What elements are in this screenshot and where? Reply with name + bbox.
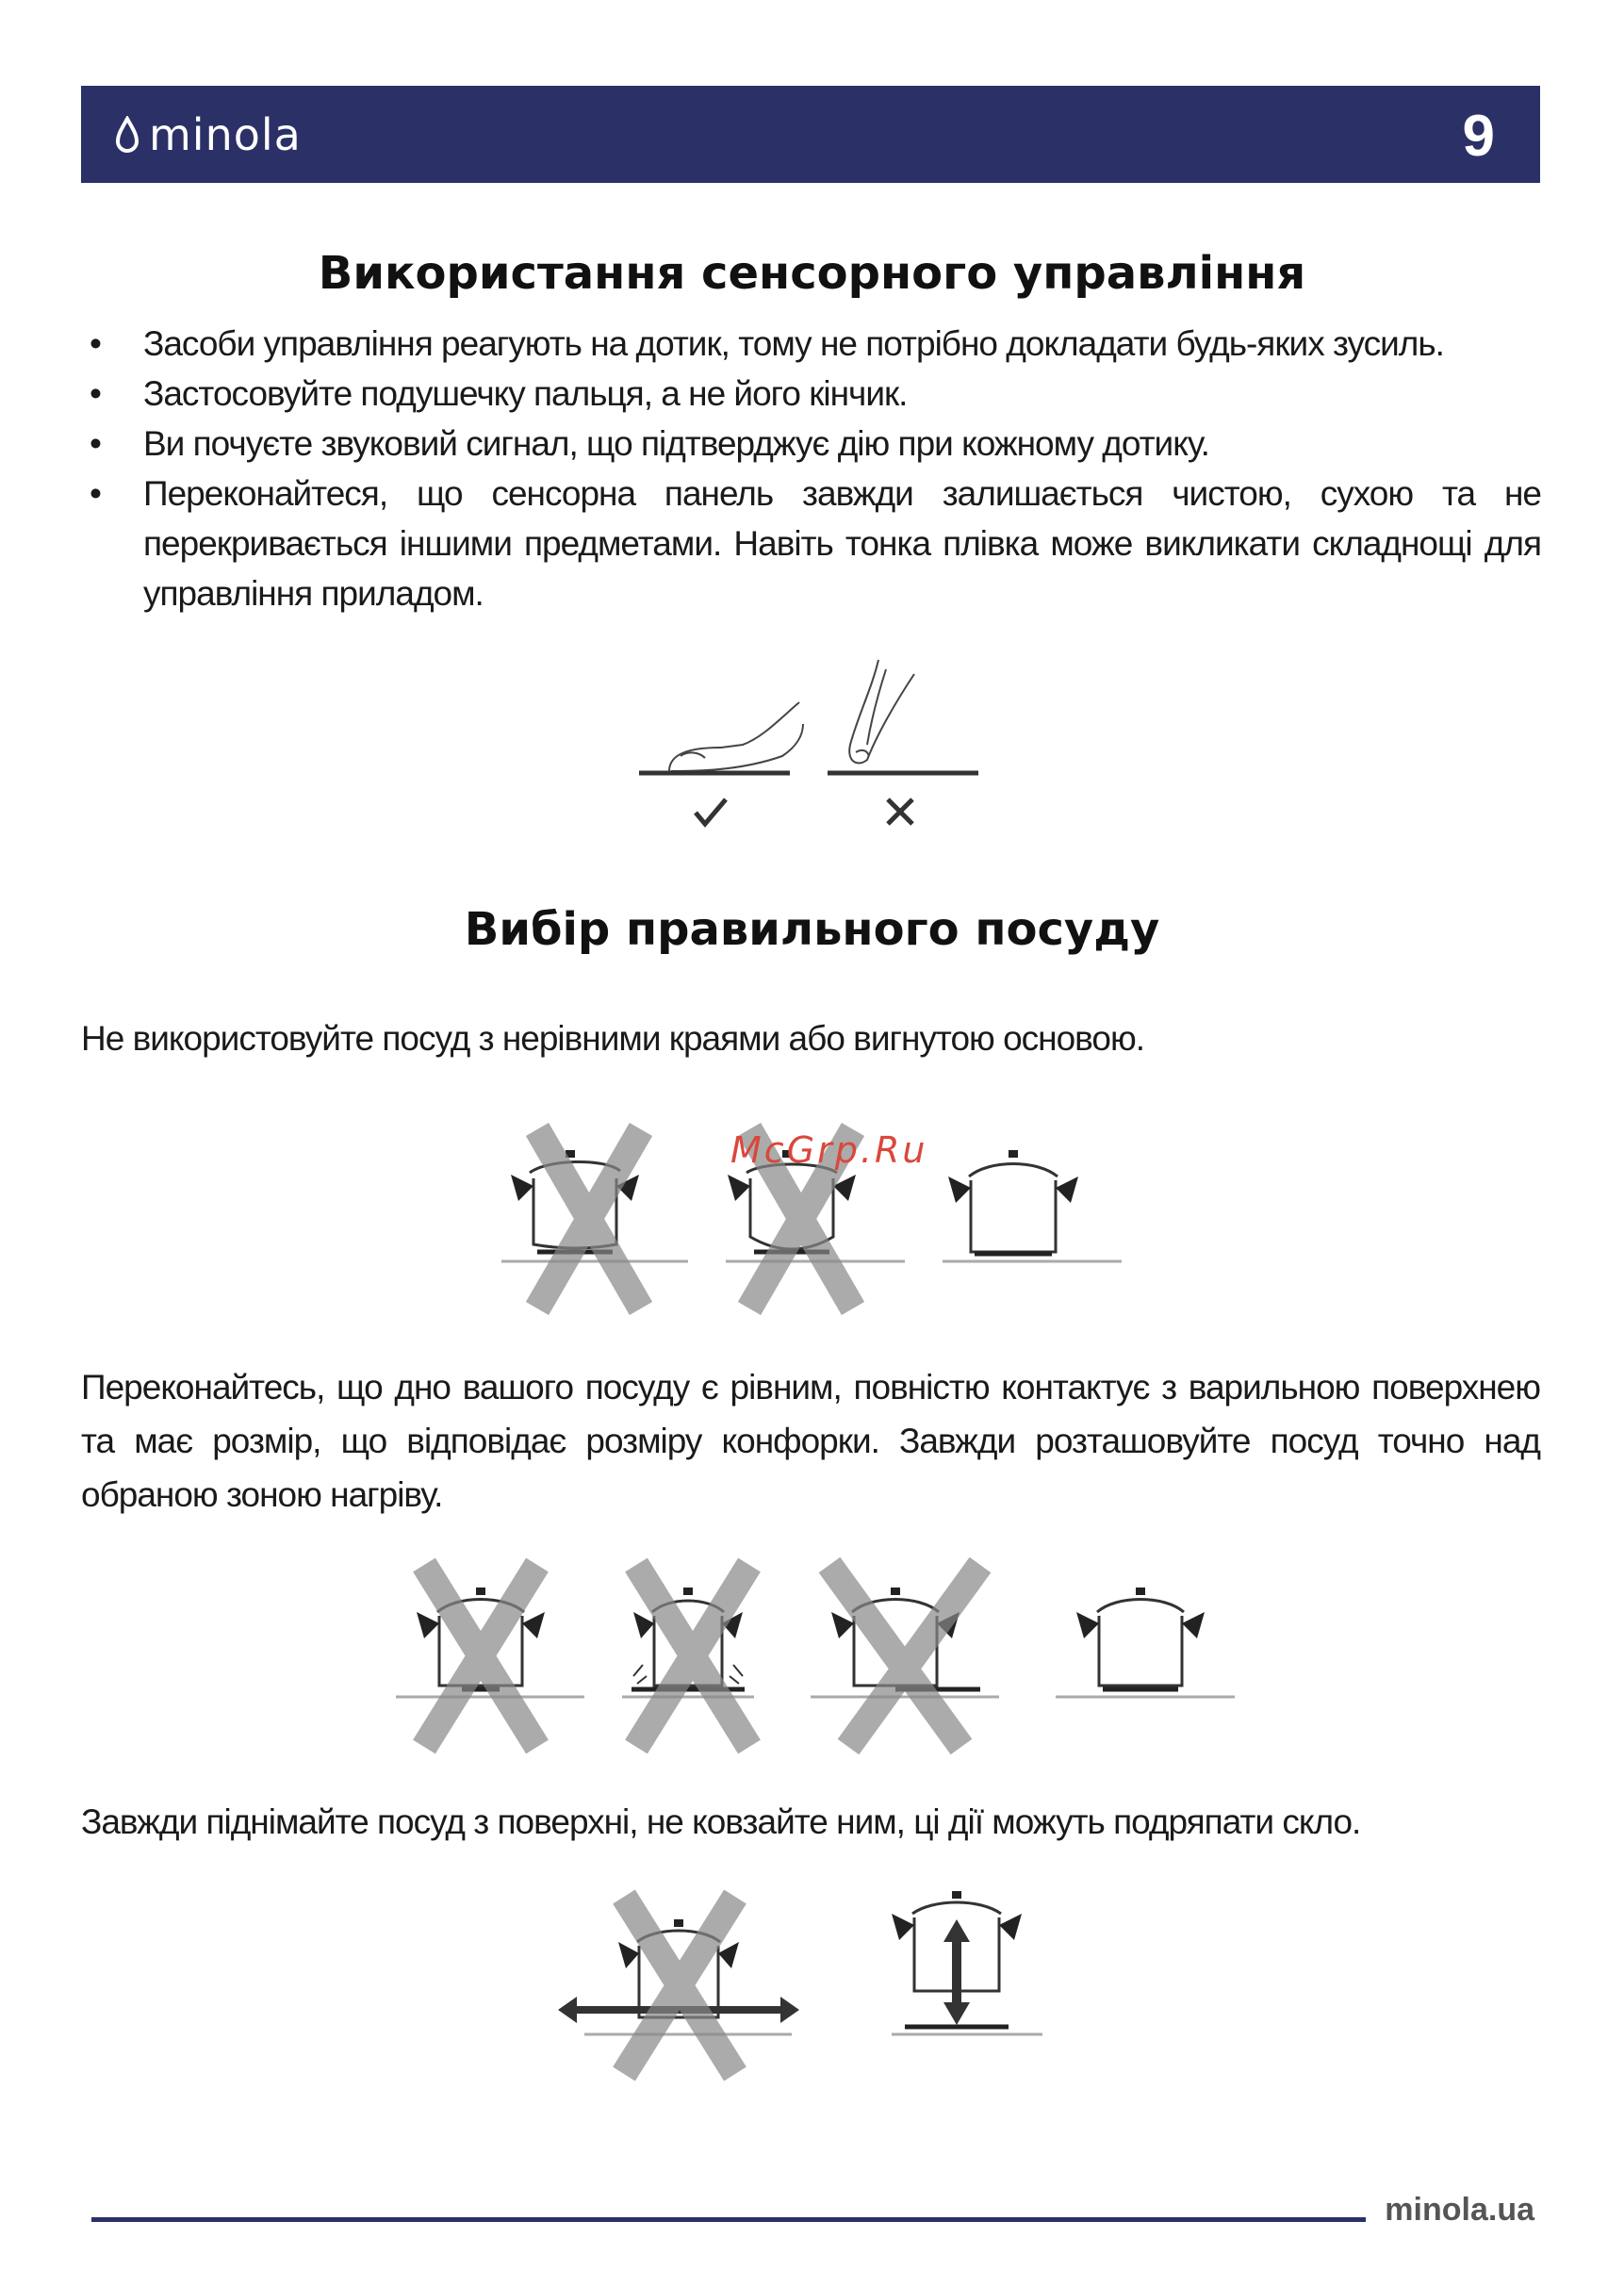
pot-correct-size-icon <box>1056 1588 1235 1697</box>
cross-mark-icon <box>888 799 912 824</box>
pot-too-large-burner-icon <box>622 1565 754 1747</box>
pot-uneven-icon <box>501 1129 688 1308</box>
finger-tip-icon <box>849 660 914 763</box>
list-item: • Засоби управління реагують на дотик, тому не потрібно докладати будь-яких зусиль. <box>90 324 1444 363</box>
drop-icon <box>115 116 139 154</box>
brand-name: minola <box>149 109 302 160</box>
brand-logo <box>115 107 302 163</box>
touch-control-list <box>90 319 1541 618</box>
cookware-paragraph-1: Не використовуйте посуд з нерівними краями або вигнутою основою. <box>81 1019 1145 1058</box>
pot-too-small-burner-icon <box>396 1565 584 1747</box>
finger-touch-figure <box>632 650 990 839</box>
pot-correct-icon <box>943 1150 1122 1261</box>
pot-size-figure <box>396 1554 1244 1756</box>
section-title-touch-control: Використання сенсорного управління <box>318 247 1306 300</box>
section-title-cookware: Вибір правильного посуду <box>464 903 1160 956</box>
cookware-paragraph-2: Переконайтесь, що дно вашого посуду є рівним, повністю контактує з варильною поверхнею та має розмір, що відповідає розміру конфорки. Завжди розташовуйте посуд точно над обраною зоною нагріву. <box>81 1368 1540 1514</box>
pot-lifting-figure <box>547 1885 1074 2083</box>
watermark: McGrp.Ru <box>730 1129 928 1171</box>
finger-pad-icon <box>669 702 803 771</box>
page-header <box>81 86 1540 183</box>
check-mark-icon <box>696 799 726 824</box>
list-item: • Застосовуйте подушечку пальця, а не його кінчик. <box>90 374 908 413</box>
footer-website[interactable]: minola.ua <box>1385 2192 1534 2228</box>
footer-rule <box>91 2217 1366 2222</box>
arrow-up-down-icon <box>943 1919 970 2025</box>
page-number: 9 <box>1462 104 1495 169</box>
pot-sliding-icon <box>558 1897 799 2074</box>
list-item: • Переконайтеся, що сенсорна панель завжди залишається чистою, сухою та не перекривається іншими предметами. Навіть тонка плівка може викликати складнощі для управління приладом. <box>90 474 1541 613</box>
pot-off-center-icon <box>811 1565 999 1747</box>
pot-lifted-icon <box>892 1891 1042 2034</box>
list-item: • Ви почуєте звуковий сигнал, що підтверджує дію при кожному дотику. <box>90 424 1209 463</box>
cookware-paragraph-3: Завжди піднімайте посуд з поверхні, не ковзайте ним, ці дії можуть подряпати скло. <box>81 1802 1361 1841</box>
